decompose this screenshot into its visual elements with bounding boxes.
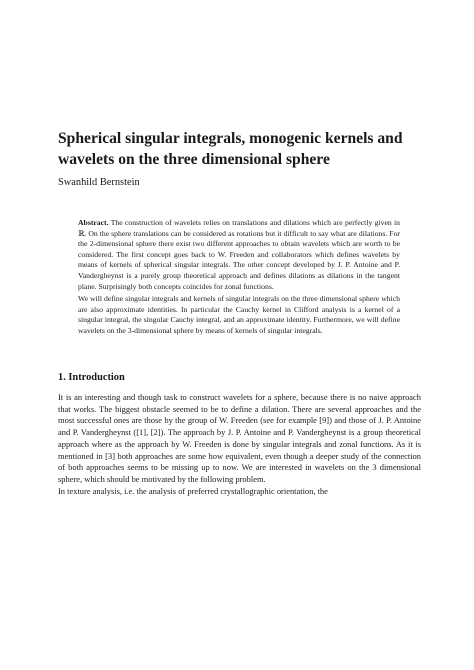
introduction-paragraph-2: In texture analysis, i.e. the analysis of preferred crystallographic orientation, the <box>58 485 328 496</box>
abstract-text-1: The construction of wavelets relies on translations and dilations which are perfectly given in ℝ. On the sphere translations can be considered as rotations but it difficult to say what are dilations. For the 2-dimensional sphere there exist two different approaches to obtain wavelets which are worth to be considered. The first concept goes back to W. Freeden and collaborators which defines wavelets by means of kernels of spherical singular integrals. The other concept developed by J. P. Antoine and P. Vandergheynst is a purely group theoretical approach and defines dilations as dilations in the tangent plane. Surprisingly both concepts coincides for zonal functions. <box>78 218 400 291</box>
introduction-body <box>58 392 421 497</box>
abstract-block <box>78 218 400 337</box>
paper-title: Spherical singular integrals, monogenic kernels and wavelets on the three dimensional sphere <box>58 130 403 168</box>
abstract-paragraph-1 <box>78 218 400 292</box>
abstract-label: Abstract. <box>78 218 109 227</box>
section-heading-introduction: 1. Introduction <box>58 372 125 383</box>
author-name: Swanhild Bernstein <box>58 177 140 188</box>
abstract-paragraph-2: We will define singular integrals and kernels of singular integrals on the three dimensional sphere which are also approximate identities. In particular the Cauchy kernel in Clifford analysis is a kernel of a singular integral, the singular Cauchy integral, and an approximate identity. Furthermore, we will define wavelets on the 3-dimensional sphere by means of kernels of singular integrals. <box>78 294 400 335</box>
introduction-paragraph-1: It is an interesting and though task to construct wavelets for a sphere, because there is no naive approach that works. The biggest obstacle seemed to be to define a dilation. There are several approaches and the most successful ones are those by the group of W. Freeden (see for example [9]) and those of J. P. Antoine and P. Vandergheynst ([1], [2]). The approach by J. P. Antoine and P. Vandergheynst is a group theoretical approach where as the approach by W. Freeden is done by singular integrals and zonal functions. As it is mentioned in [3] both approaches are some how equivalent, even though a deeper study of the connection of both approaches seems to be missing up to now. We are interested in wavelets on the 3 dimensional sphere, which should be motivated by the following problem. <box>58 392 421 484</box>
